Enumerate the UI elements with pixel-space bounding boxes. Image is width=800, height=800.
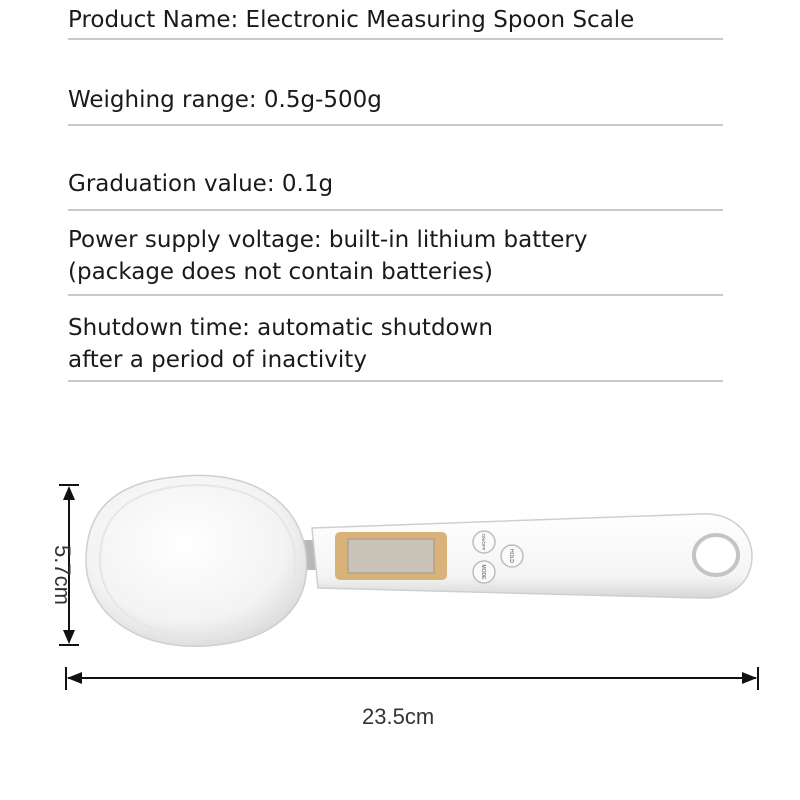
hold-button[interactable] bbox=[501, 545, 523, 567]
spec-line: Graduation value: 0.1g bbox=[68, 171, 334, 197]
spec-line: Weighing range: 0.5g-500g bbox=[68, 87, 382, 113]
height-dimension-label: 5.7cm bbox=[49, 545, 75, 605]
spec-line: Shutdown time: automatic shutdown bbox=[68, 315, 494, 341]
spec-line: after a period of inactivity bbox=[68, 347, 367, 373]
spec-line: Power supply voltage: built-in lithium battery bbox=[68, 227, 588, 253]
spec-line: (package does not contain batteries) bbox=[68, 259, 493, 285]
hold-label: HOLD bbox=[508, 549, 514, 563]
spec-line: Product Name: Electronic Measuring Spoon Scale bbox=[68, 7, 635, 33]
onoff-button[interactable] bbox=[473, 531, 495, 553]
spoon-bowl bbox=[86, 475, 307, 646]
mode-button[interactable] bbox=[473, 561, 495, 583]
width-dimension-arrow bbox=[66, 667, 758, 690]
lcd-screen bbox=[348, 539, 434, 573]
hanging-hole bbox=[694, 535, 738, 575]
onoff-label: ON/OFF bbox=[481, 533, 486, 551]
mode-label: MODE bbox=[480, 564, 486, 580]
width-dimension-label: 23.5cm bbox=[362, 704, 435, 729]
